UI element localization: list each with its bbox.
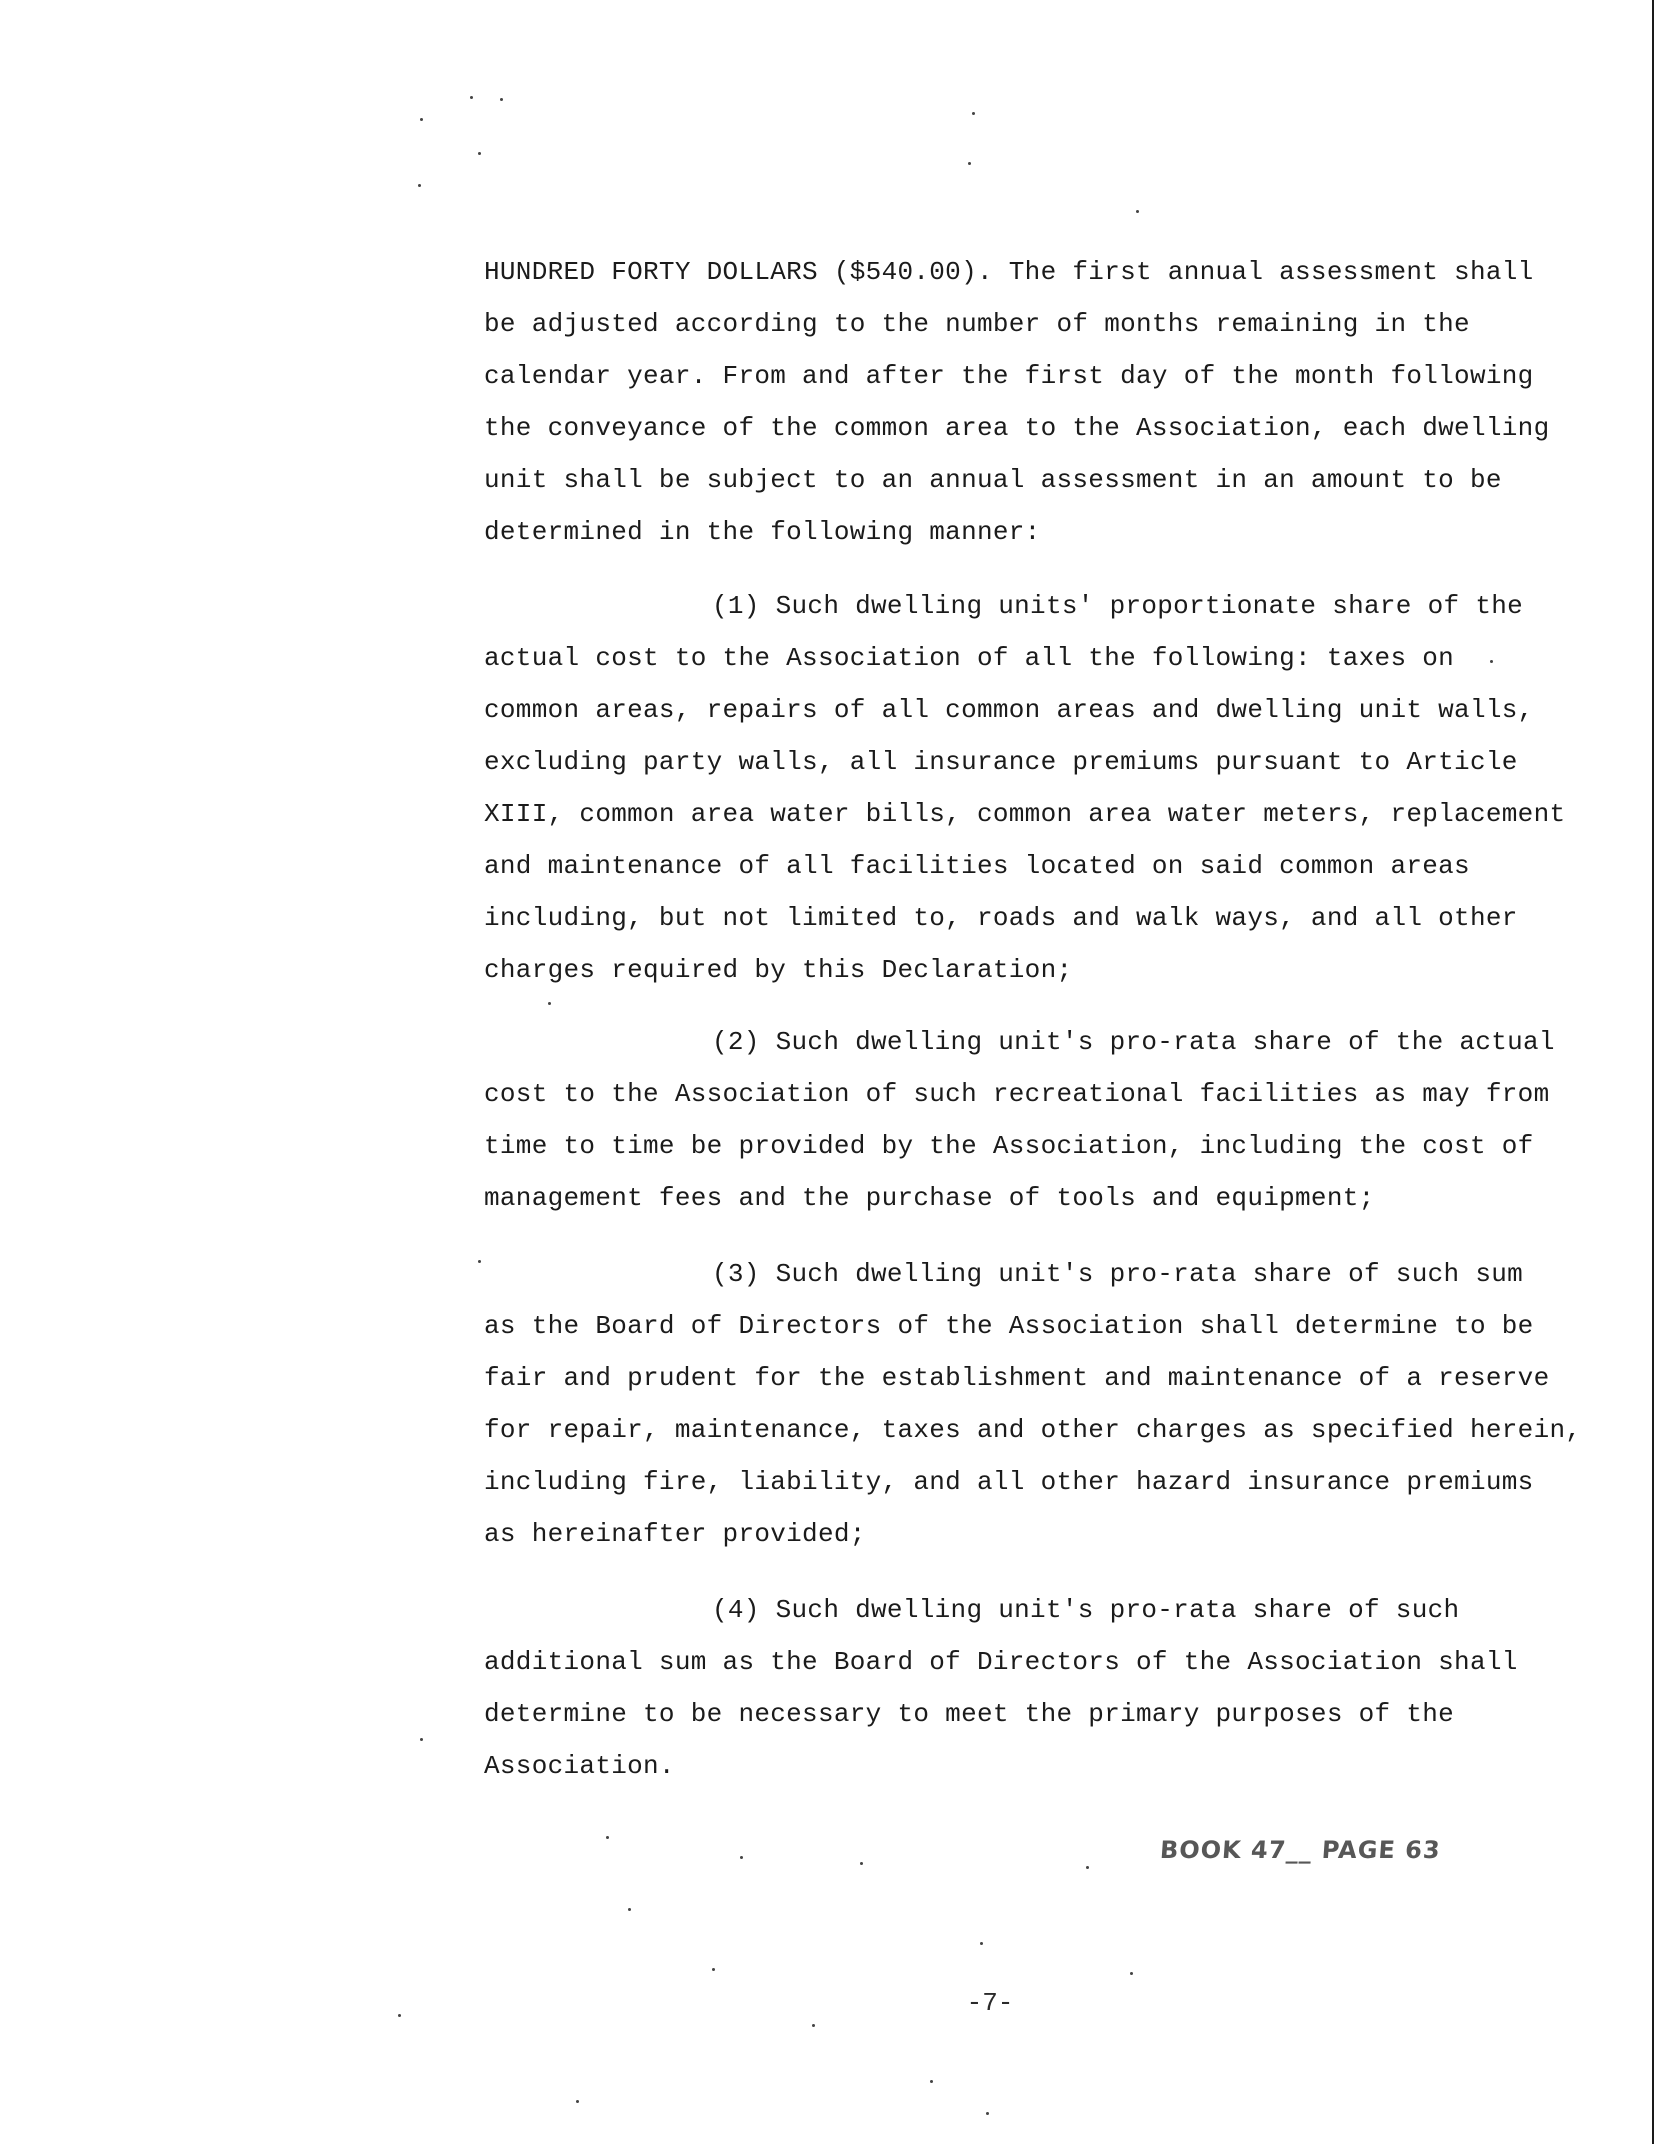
text-line: (4) Such dwelling unit's pro-rata share of such [712, 1595, 1460, 1625]
scan-speck [478, 1260, 481, 1263]
scan-speck [576, 2100, 579, 2103]
scan-edge [1652, 0, 1654, 2144]
text-line: the conveyance of the common area to the Association, each dwelling [484, 413, 1550, 443]
scan-speck [398, 2014, 401, 2017]
text-line: XIII, common area water bills, common area water meters, replacement [484, 799, 1566, 829]
text-line: calendar year. From and after the first day of the month following [484, 361, 1534, 391]
text-line: determine to be necessary to meet the primary purposes of the [484, 1699, 1455, 1729]
scan-speck [606, 1836, 609, 1839]
text-line: (2) Such dwelling unit's pro-rata share of the actual [712, 1027, 1555, 1057]
text-line: for repair, maintenance, taxes and other charges as specified herein, [484, 1415, 1582, 1445]
scan-speck [740, 1856, 743, 1859]
scan-speck [812, 2024, 815, 2027]
scan-speck [968, 162, 971, 165]
paragraph-item-2 [484, 1016, 1555, 1224]
scan-speck [860, 1862, 863, 1865]
scan-speck [470, 96, 473, 99]
scan-speck [628, 1908, 631, 1911]
text-line: including fire, liability, and all other hazard insurance premiums [484, 1467, 1534, 1497]
text-line: (3) Such dwelling unit's pro-rata share of such sum [712, 1259, 1524, 1289]
text-line: actual cost to the Association of all the following: taxes on [484, 643, 1455, 673]
paragraph-item-1 [484, 580, 1566, 996]
text-line: fair and prudent for the establishment and maintenance of a reserve [484, 1363, 1550, 1393]
scan-speck [420, 1738, 423, 1741]
page-number: -7- [966, 1988, 1014, 2018]
scan-speck [986, 2112, 989, 2115]
scan-speck [420, 118, 423, 121]
book-page-stamp: BOOK 47__ PAGE 63 [1159, 1836, 1442, 1864]
scan-speck [500, 98, 503, 101]
paragraph-item-4 [484, 1584, 1544, 1792]
text-line: as hereinafter provided; [484, 1519, 866, 1549]
text-line: additional sum as the Board of Directors of the Association shall [484, 1647, 1518, 1677]
text-line: excluding party walls, all insurance premiums pursuant to Article [484, 747, 1518, 777]
paragraph-item-3 [484, 1248, 1582, 1560]
scan-speck [418, 184, 421, 187]
scan-speck [548, 1002, 551, 1005]
scan-speck [712, 1968, 715, 1971]
text-line: common areas, repairs of all common areas and dwelling unit walls, [484, 695, 1534, 725]
scan-speck [1136, 210, 1139, 213]
scan-speck [972, 112, 975, 115]
scan-speck [1130, 1972, 1133, 1975]
text-line: charges required by this Declaration; [484, 955, 1073, 985]
text-line: management fees and the purchase of tools and equipment; [484, 1183, 1375, 1213]
text-line: Association. [484, 1751, 675, 1781]
paragraph-assessment-intro [484, 246, 1550, 558]
text-line: and maintenance of all facilities located on said common areas [484, 851, 1470, 881]
text-line: cost to the Association of such recreational facilities as may from [484, 1079, 1550, 1109]
text-line: (1) Such dwelling units' proportionate share of the [712, 591, 1524, 621]
scan-speck [980, 1942, 983, 1945]
text-line: be adjusted according to the number of months remaining in the [484, 309, 1470, 339]
scan-speck [930, 2080, 933, 2083]
scan-speck [1490, 660, 1493, 663]
scan-speck [1086, 1866, 1089, 1869]
text-line: including, but not limited to, roads and walk ways, and all other [484, 903, 1518, 933]
scan-speck [478, 152, 481, 155]
text-line: determined in the following manner: [484, 517, 1041, 547]
text-line: HUNDRED FORTY DOLLARS ($540.00). The first annual assessment shall [484, 257, 1534, 287]
text-line: unit shall be subject to an annual assessment in an amount to be [484, 465, 1502, 495]
text-line: time to time be provided by the Association, including the cost of [484, 1131, 1534, 1161]
text-line: as the Board of Directors of the Association shall determine to be [484, 1311, 1534, 1341]
